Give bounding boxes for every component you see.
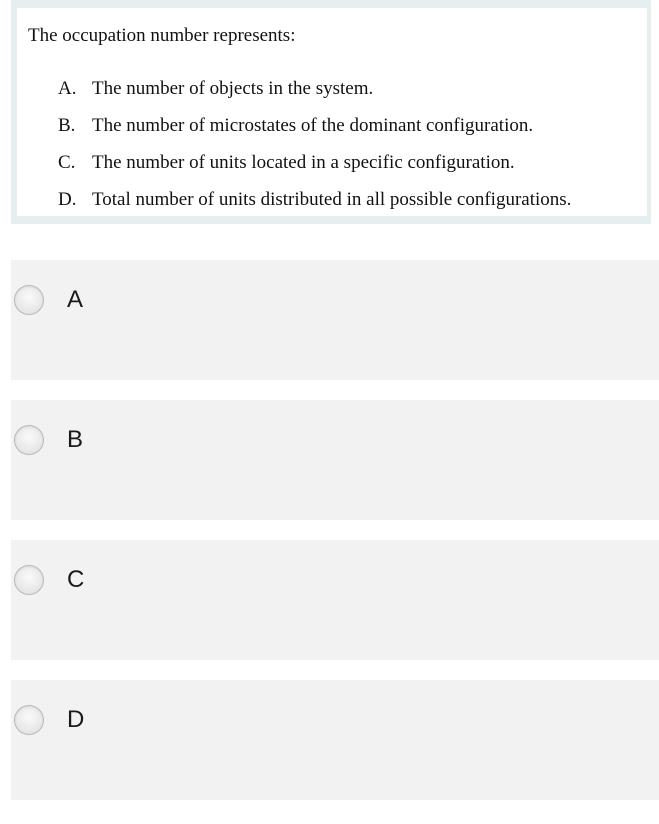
option-text: The number of microstates of the dominant configuration. <box>92 115 534 136</box>
option-letter: C. <box>58 152 76 173</box>
answer-choice-b[interactable] <box>11 400 659 520</box>
question-option-b <box>58 107 571 144</box>
question-stem: The occupation number represents: <box>28 25 296 46</box>
question-option-c <box>58 144 571 181</box>
option-text: The number of objects in the system. <box>92 78 374 99</box>
option-text: The number of units located in a specific configuration. <box>92 152 515 173</box>
option-letter: A. <box>58 78 77 99</box>
option-text: Total number of units distributed in all possible configurations. <box>92 189 572 210</box>
answer-label-c: C <box>67 566 85 593</box>
question-option-list <box>58 70 571 218</box>
question-card <box>11 0 651 224</box>
radio-button-a[interactable] <box>14 285 44 315</box>
question-option-a <box>58 70 571 107</box>
answer-choice-c[interactable] <box>11 540 659 660</box>
radio-button-b[interactable] <box>14 425 44 455</box>
answer-choice-d[interactable] <box>11 680 659 800</box>
question-content <box>17 8 647 216</box>
answer-choice-a[interactable] <box>11 260 659 380</box>
answer-label-b: B <box>67 426 84 453</box>
radio-button-d[interactable] <box>14 705 44 735</box>
question-option-d <box>58 181 571 218</box>
option-letter: D. <box>58 189 77 210</box>
answer-label-a: A <box>67 286 84 313</box>
radio-button-c[interactable] <box>14 565 44 595</box>
answer-label-d: D <box>67 706 85 733</box>
option-letter: B. <box>58 115 76 136</box>
